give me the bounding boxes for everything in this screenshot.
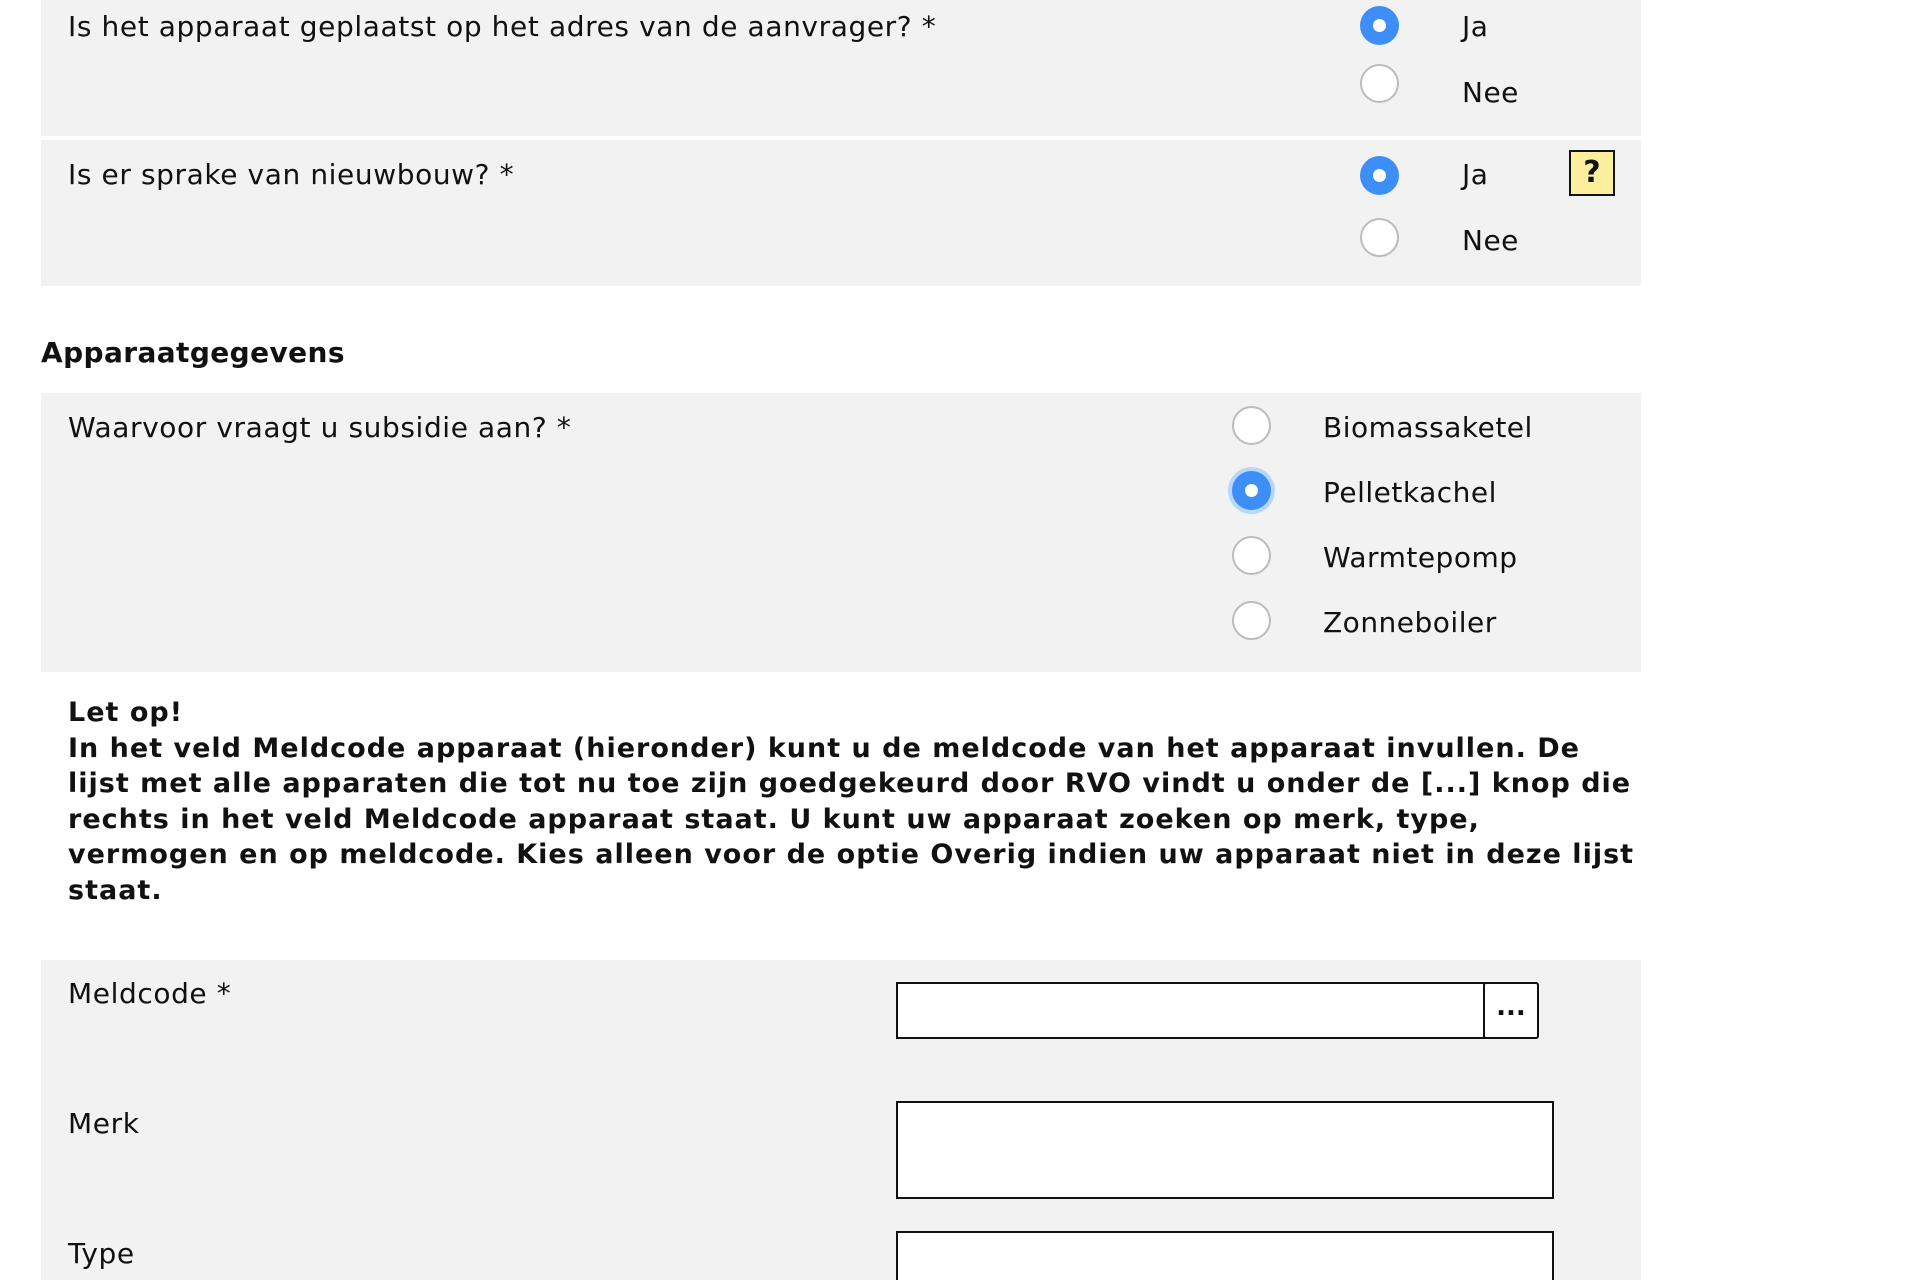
address-yes-radio[interactable]: [1360, 6, 1399, 45]
meldcode-label: Meldcode *: [68, 977, 232, 1010]
new-build-yes-label: Ja: [1462, 158, 1489, 191]
notice-title: Let op!: [68, 697, 184, 728]
new-build-yes-radio[interactable]: [1360, 156, 1399, 195]
subsidy-zonneboiler-radio[interactable]: [1232, 601, 1271, 640]
subsidy-biomassaketel-radio[interactable]: [1232, 406, 1271, 445]
new-build-no-label: Nee: [1462, 224, 1519, 257]
subsidy-question-label: Waarvoor vraagt u subsidie aan? *: [68, 411, 572, 444]
address-no-label: Nee: [1462, 76, 1519, 109]
notice-box: [68, 695, 1638, 908]
new-build-question-label: Is er sprake van nieuwbouw? *: [68, 158, 515, 191]
meldcode-lookup-button[interactable]: ...: [1483, 982, 1539, 1039]
subsidy-warmtepomp-radio[interactable]: [1232, 536, 1271, 575]
device-section-title: Apparaatgegevens: [41, 336, 345, 369]
address-yes-label: Ja: [1462, 10, 1489, 43]
address-question-panel: [41, 0, 1641, 136]
type-label: Type: [68, 1237, 135, 1270]
notice-body: In het veld Meldcode apparaat (hieronder) kunt u de meldcode van het apparaat invullen. De lijst met alle apparaten die tot nu toe zijn goedgekeurd door RVO vindt u onder de [...] knop die rechts in het veld Meldcode apparaat staat. U kunt uw apparaat zoeken op merk, type, vermogen en op meldcode. Kies alleen voor de optie Overig indien uw apparaat niet in deze lijst staat.: [68, 732, 1635, 906]
subsidy-warmtepomp-label: Warmtepomp: [1323, 541, 1518, 574]
new-build-question-panel: [41, 140, 1641, 286]
subsidy-biomassaketel-label: Biomassaketel: [1323, 411, 1533, 444]
type-input[interactable]: [896, 1231, 1554, 1280]
subsidy-pelletkachel-label: Pelletkachel: [1323, 476, 1497, 509]
new-build-help-button[interactable]: ?: [1569, 150, 1615, 196]
meldcode-input[interactable]: [896, 982, 1490, 1039]
subsidy-zonneboiler-label: Zonneboiler: [1323, 606, 1497, 639]
address-no-radio[interactable]: [1360, 64, 1399, 103]
subsidy-question-panel: [41, 393, 1641, 672]
merk-input[interactable]: [896, 1101, 1554, 1199]
merk-label: Merk: [68, 1107, 140, 1140]
address-question-label: Is het apparaat geplaatst op het adres van de aanvrager? *: [68, 10, 937, 43]
subsidy-pelletkachel-radio[interactable]: [1232, 471, 1271, 510]
new-build-no-radio[interactable]: [1360, 218, 1399, 257]
